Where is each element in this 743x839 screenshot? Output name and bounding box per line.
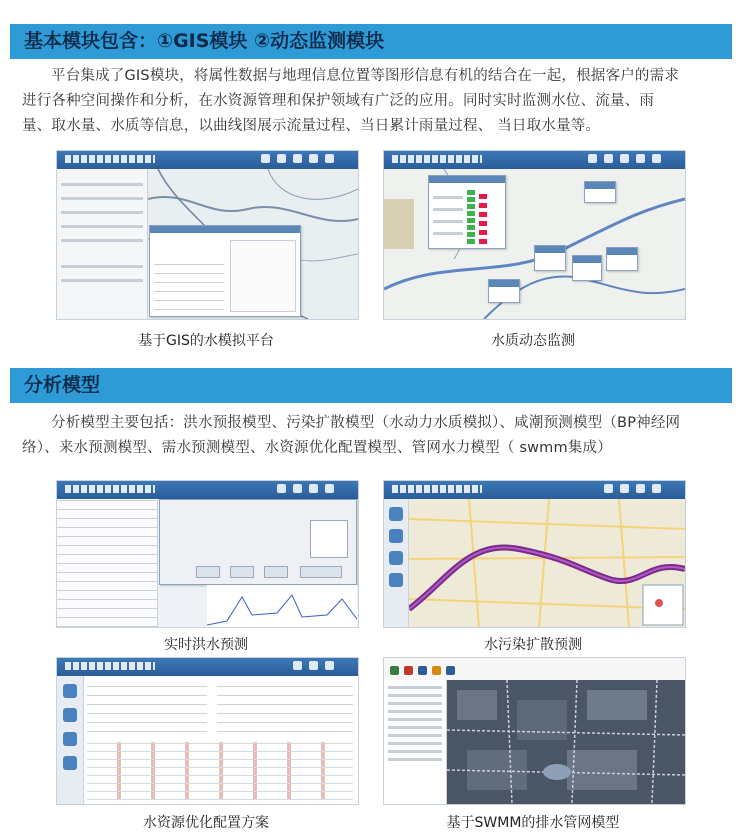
toolbar-icon [652,484,661,493]
toolbar-icon [325,661,334,670]
toolbar-icon [636,484,645,493]
tool-icon [63,684,77,698]
toolbar-icon [620,484,629,493]
app-logo [392,155,482,163]
section-title: 分析模型 [24,374,101,396]
paragraph-line: 络）、来水预测模型、需水预测模型、水资源优化配置模型、管网水力模型（ swmm集成） [22,440,612,456]
side-toolbar [57,676,84,804]
tool-icon [389,507,403,521]
paragraph-line: 分析模型主要包括：洪水预报模型、污染扩散模型（水动力水质模拟）、咸潮预测模型（BP神经网 [51,415,681,431]
figure-swmm-drainage-model [383,657,686,805]
toolbar-icon [293,661,302,670]
toolbar-icon [277,154,286,163]
figure-caption: 基于SWMM的排水管网模型 [446,815,620,831]
allocation-table [217,682,353,732]
toolbar-icon [604,154,613,163]
toolbar-icon [325,154,334,163]
ribbon-toolbar [384,658,685,681]
pollution-map-view [409,499,685,627]
station-popup [572,255,602,281]
tool-icon [63,756,77,770]
tool-icon [63,732,77,746]
toolbar-icon [404,666,413,675]
data-table [57,499,158,627]
toolbar-icon [325,484,334,493]
drainage-network-map [447,680,685,804]
tool-icon [389,529,403,543]
figure-flood-forecast [56,480,359,628]
toolbar-icon [261,154,270,163]
forecast-dialog [159,499,357,585]
app-logo [65,155,155,163]
toolbar-icon [604,484,613,493]
hydrograph-chart [207,585,357,627]
allocation-result-table [87,742,353,800]
section-header-basic-modules [10,24,732,59]
toolbar-icon [309,154,318,163]
layer-tree [384,680,447,804]
app-title-bar [57,658,358,676]
toolbar-icon [620,154,629,163]
toolbar-icon [309,661,318,670]
monitoring-table [428,175,506,249]
tool-icon [389,551,403,565]
toolbar-icon [588,154,597,163]
section-title: 基本模块包含：①GIS模块 ②动态监测模块 [24,30,385,52]
figure-caption: 水污染扩散预测 [484,637,582,653]
figure-caption: 水质动态监测 [491,333,575,349]
paragraph-line: 平台集成了GIS模块，将属性数据与地理信息位置等图形信息有机的结合在一起，根据客户的需求 [51,68,680,84]
paragraph-line: 进行各种空间操作和分析，在水资源管理和保护领域有广泛的应用。同时实时监测水位、流量、雨 [22,93,655,109]
toolbar-icon [432,666,441,675]
toolbar-icon [293,154,302,163]
figure-gis-platform [56,150,359,320]
toolbar-icon [277,484,286,493]
paragraph-line: 量、取水量、水质等信息，以曲线图展示流量过程、当日累计雨量过程、 当日取水量等。 [22,118,601,134]
tool-icon [63,708,77,722]
toolbar-icon [636,154,645,163]
app-title-bar [57,151,358,169]
app-logo [392,485,482,493]
app-title-bar [57,481,358,499]
toolbar-icon [446,666,455,675]
tool-icon [389,573,403,587]
station-popup [488,279,520,303]
app-logo [65,485,155,493]
toolbar-icon [652,154,661,163]
section-paragraph [22,411,734,461]
toolbar-icon [390,666,399,675]
figure-caption: 水资源优化配置方案 [143,815,269,831]
app-title-bar [384,151,685,169]
toolbar-icon [293,484,302,493]
app-logo [65,662,155,670]
control-panel [57,169,148,319]
station-popup [534,245,566,271]
station-popup [606,247,638,271]
toolbar-icon [309,484,318,493]
section-paragraph [22,64,734,139]
figure-pollution-diffusion [383,480,686,628]
toolbar-icon [418,666,427,675]
section-header-analysis-models [10,368,732,403]
figure-water-quality-monitoring [383,150,686,320]
allocation-table [87,682,207,732]
station-popup [584,181,616,203]
app-title-bar [384,481,685,499]
figure-caption: 基于GIS的水模拟平台 [138,333,274,349]
simulation-dialog [149,225,301,317]
side-toolbar [384,499,409,627]
figure-caption: 实时洪水预测 [164,637,248,653]
figure-allocation-plan [56,657,359,805]
